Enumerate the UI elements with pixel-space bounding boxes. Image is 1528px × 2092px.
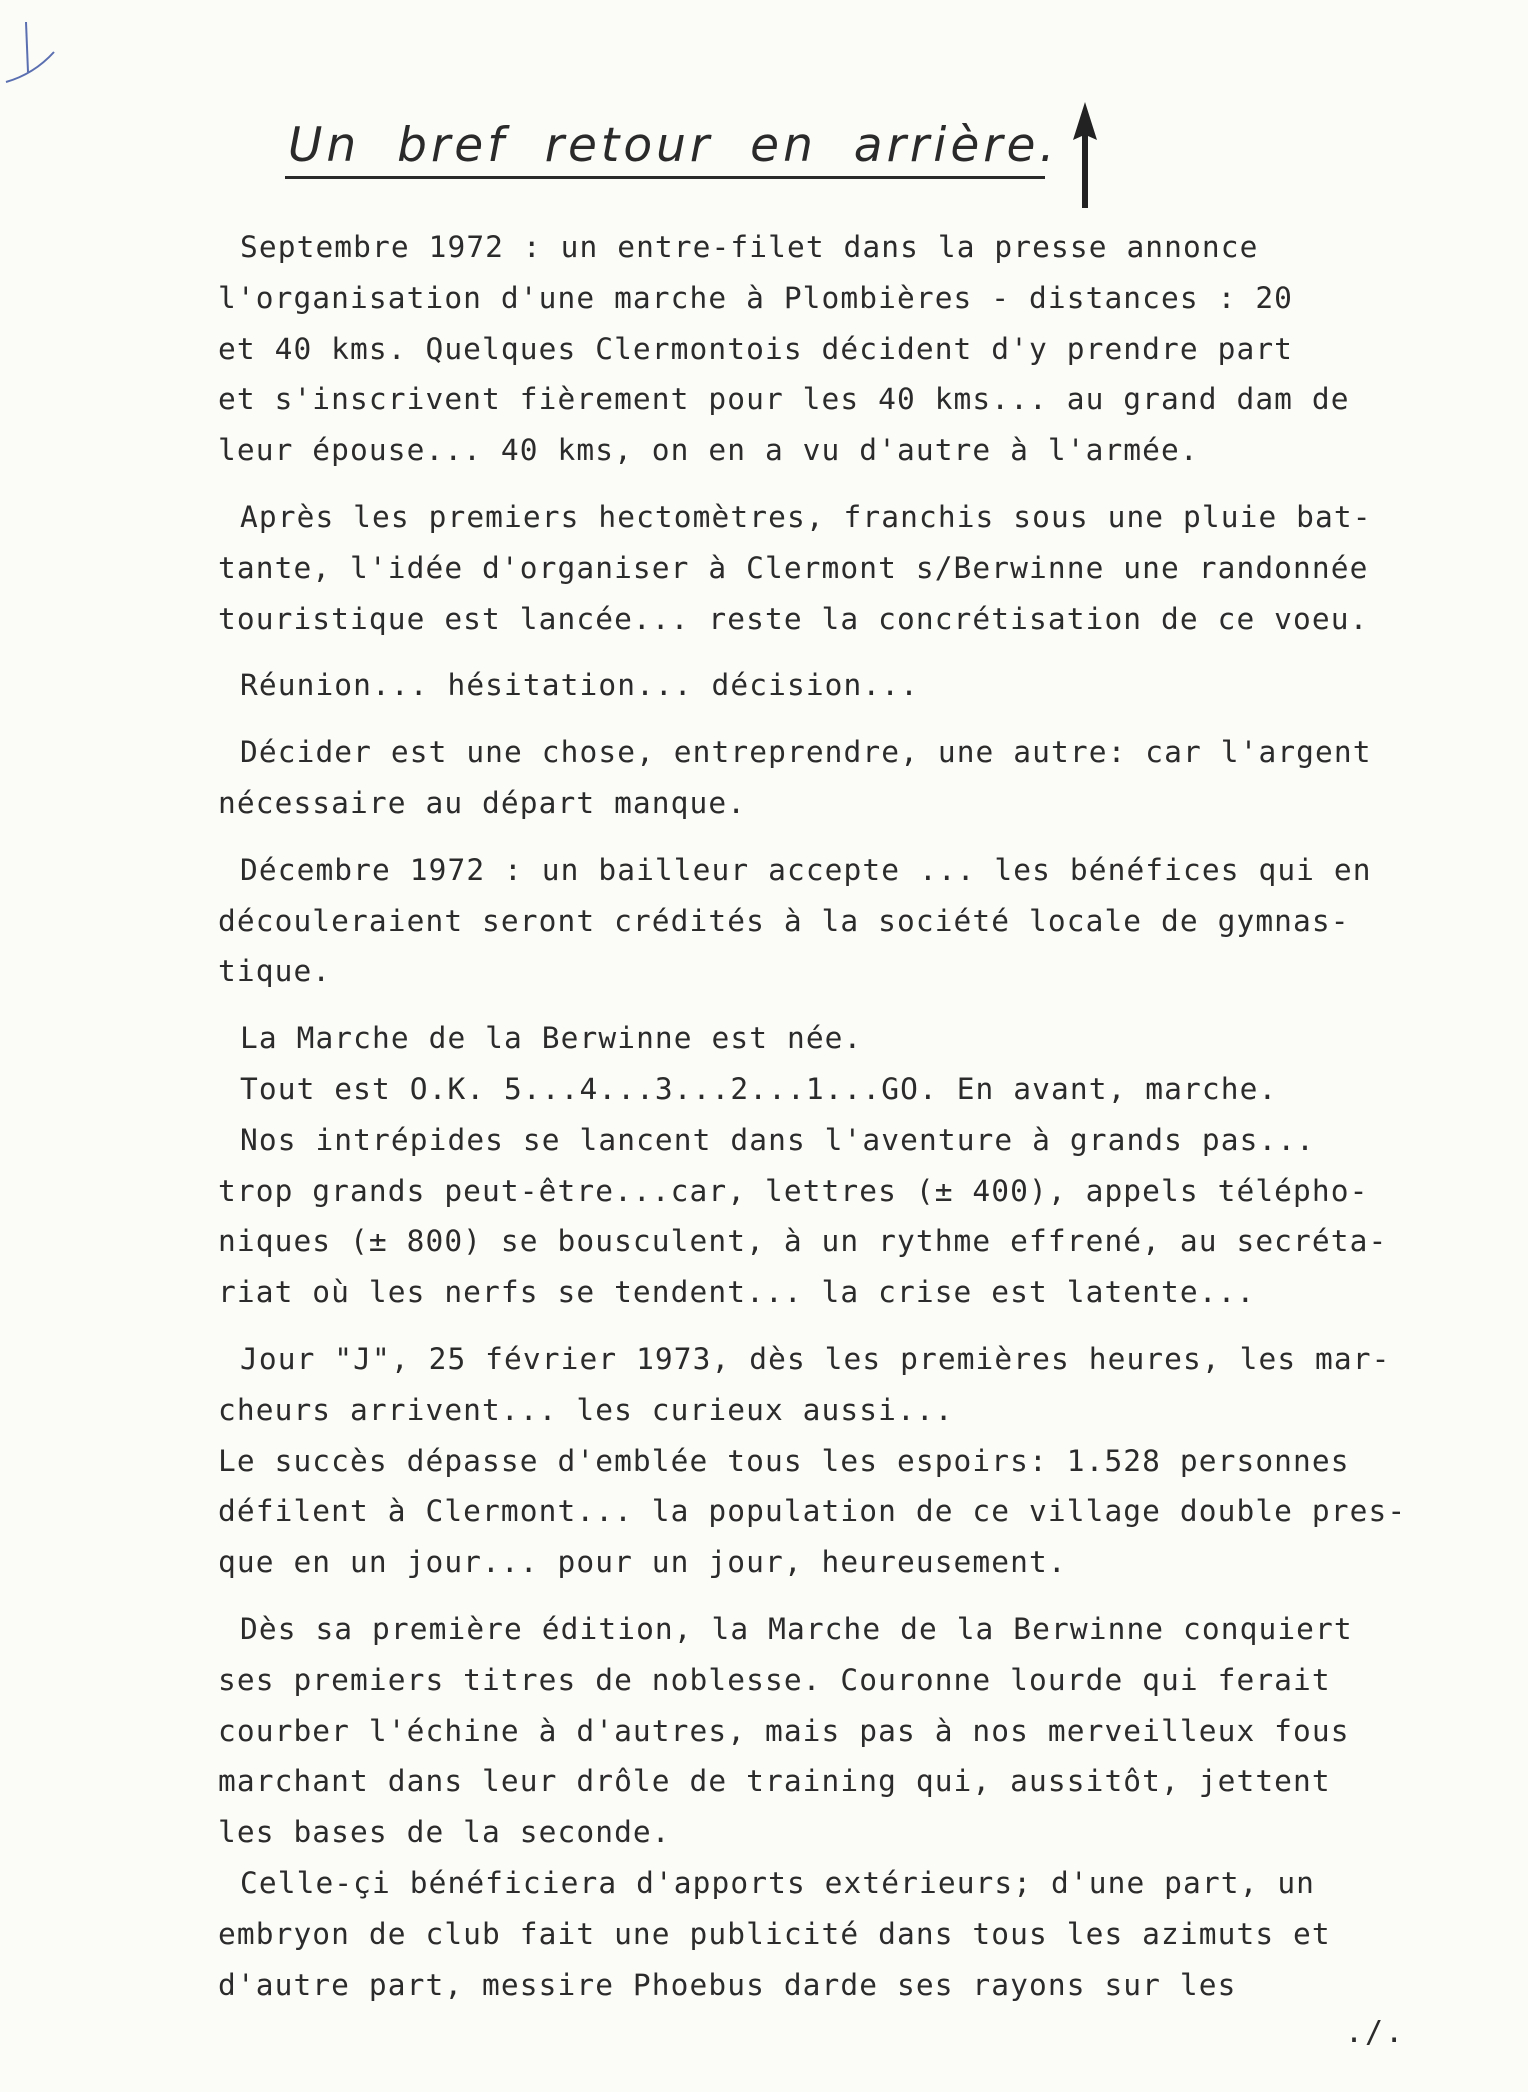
up-arrow-icon bbox=[1065, 100, 1105, 210]
title-underline bbox=[285, 176, 1045, 179]
page-title: Un bref retour en arrière. bbox=[288, 118, 1059, 173]
document-body bbox=[218, 222, 1498, 2010]
text-line: cheurs arrivent... les curieux aussi... bbox=[218, 1392, 954, 1427]
text-line: tique. bbox=[218, 954, 332, 989]
text-line: que en un jour... pour un jour, heureusement. bbox=[218, 1545, 1067, 1580]
text-line: d'autre part, messire Phoebus darde ses rayons sur les bbox=[218, 1967, 1237, 2002]
text-line: Celle-çi bénéficiera d'apports extérieurs; d'une part, un bbox=[240, 1865, 1316, 1900]
paragraph bbox=[218, 1013, 1498, 1318]
text-line: Le succès dépasse d'emblée tous les espoirs: 1.528 personnes bbox=[218, 1443, 1350, 1478]
text-line: embryon de club fait une publicité dans tous les azimuts et bbox=[218, 1916, 1331, 1951]
continuation-mark: ./. bbox=[1345, 2015, 1406, 2050]
text-line: Réunion... hésitation... décision... bbox=[240, 668, 919, 703]
text-line: courber l'échine à d'autres, mais pas à nos merveilleux fous bbox=[218, 1713, 1350, 1748]
text-line: et 40 kms. Quelques Clermontois décident d'y prendre part bbox=[218, 331, 1294, 366]
text-line: Septembre 1972 : un entre-filet dans la presse annonce bbox=[240, 230, 1259, 264]
text-line: Décider est une chose, entreprendre, une autre: car l'argent bbox=[240, 735, 1372, 770]
text-line: défilent à Clermont... la population de ce village double pres- bbox=[218, 1494, 1407, 1529]
text-line: niques (± 800) se bousculent, à un rythme effrené, au secréta- bbox=[218, 1224, 1388, 1259]
text-line: La Marche de la Berwinne est née. bbox=[240, 1021, 863, 1056]
text-line: Dès sa première édition, la Marche de la Berwinne conquiert bbox=[240, 1611, 1353, 1646]
paragraph bbox=[218, 660, 1498, 711]
text-line: Nos intrépides se lancent dans l'aventure à grands pas... bbox=[240, 1122, 1316, 1157]
text-line: marchant dans leur drôle de training qui, aussitôt, jettent bbox=[218, 1764, 1331, 1799]
paragraph bbox=[218, 845, 1498, 997]
text-line: tante, l'idée d'organiser à Clermont s/Berwinne une randonnée bbox=[218, 550, 1369, 585]
text-line: Décembre 1972 : un bailleur accepte ... les bénéfices qui en bbox=[240, 852, 1372, 887]
text-line: Tout est O.K. 5...4...3...2...1...GO. En avant, marche. bbox=[240, 1071, 1278, 1106]
title-block bbox=[285, 100, 1105, 220]
text-line: les bases de la seconde. bbox=[218, 1815, 671, 1850]
text-line: ses premiers titres de noblesse. Couronne lourde qui ferait bbox=[218, 1662, 1331, 1697]
paragraph bbox=[218, 492, 1498, 644]
paragraph bbox=[218, 222, 1498, 476]
handwritten-page-number bbox=[4, 18, 64, 98]
paragraph bbox=[218, 1334, 1498, 1588]
text-line: trop grands peut-être...car, lettres (± 400), appels télépho- bbox=[218, 1173, 1369, 1208]
paragraph bbox=[218, 727, 1498, 829]
text-line: leur épouse... 40 kms, on en a vu d'autre à l'armée. bbox=[218, 433, 1199, 468]
text-line: Jour "J", 25 février 1973, dès les premières heures, les mar- bbox=[240, 1341, 1391, 1376]
text-line: l'organisation d'une marche à Plombières - distances : 20 bbox=[218, 280, 1294, 315]
text-line: découleraient seront crédités à la société locale de gymnas- bbox=[218, 903, 1350, 938]
text-line: Après les premiers hectomètres, franchis sous une pluie bat- bbox=[240, 499, 1372, 534]
text-line: touristique est lancée... reste la concrétisation de ce voeu. bbox=[218, 601, 1369, 636]
text-line: nécessaire au départ manque. bbox=[218, 785, 747, 820]
text-line: et s'inscrivent fièrement pour les 40 kms... au grand dam de bbox=[218, 382, 1350, 417]
paragraph bbox=[218, 1604, 1498, 2010]
text-line: riat où les nerfs se tendent... la crise est latente... bbox=[218, 1275, 1256, 1310]
